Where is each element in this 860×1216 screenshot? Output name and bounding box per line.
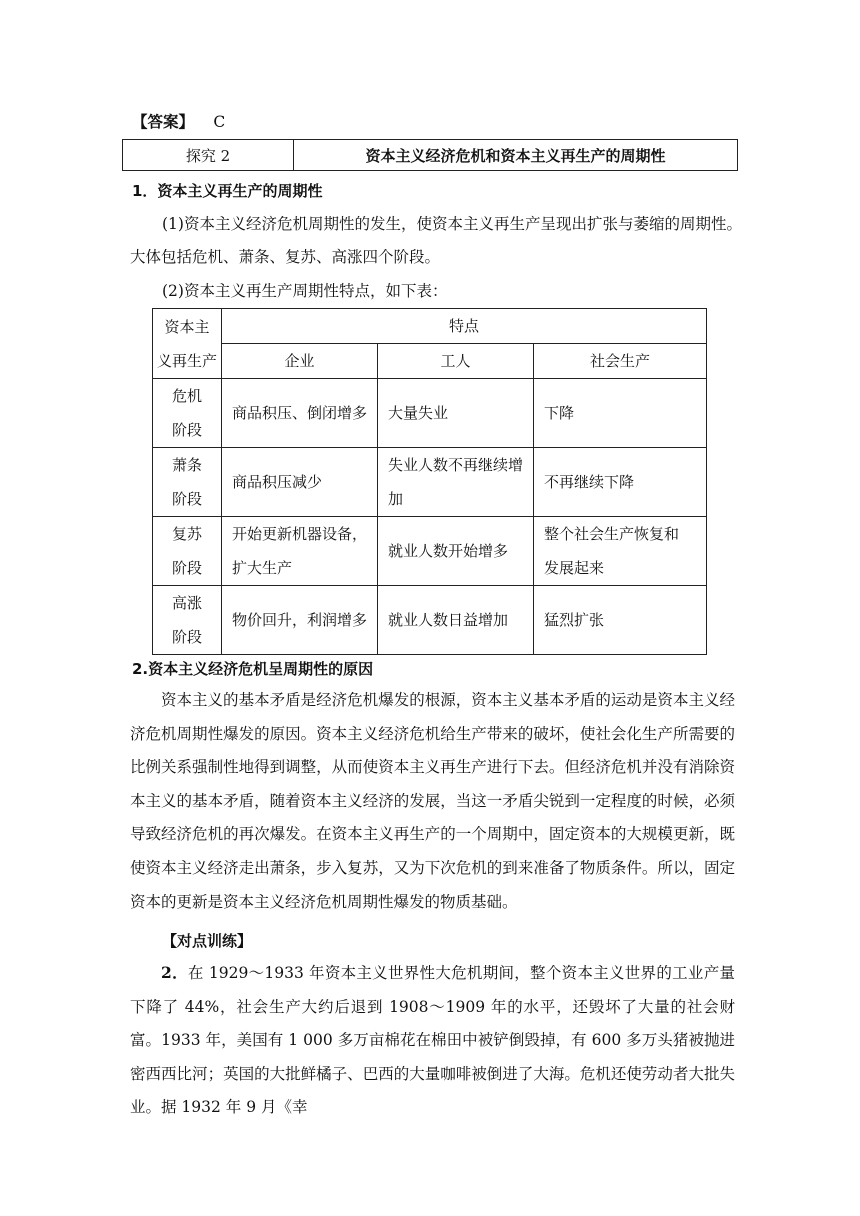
stage-cell bbox=[153, 379, 222, 448]
col-header-production: 社会生产 bbox=[534, 344, 707, 379]
explore-title: 资本主义经济危机和资本主义再生产的周期性 bbox=[365, 146, 666, 165]
stage-suffix: 阶段 bbox=[171, 628, 202, 646]
stage-name: 复苏 bbox=[171, 525, 202, 543]
table-row bbox=[153, 586, 707, 655]
production-cell: 下降 bbox=[534, 379, 707, 448]
workers-cell: 就业人数日益增加 bbox=[378, 586, 534, 655]
stage-cell bbox=[153, 586, 222, 655]
table-row bbox=[153, 448, 707, 517]
question-number: 2． bbox=[161, 963, 188, 982]
stage-suffix: 阶段 bbox=[171, 421, 202, 439]
stage-cell bbox=[153, 448, 222, 517]
stage-name: 高涨 bbox=[171, 594, 202, 612]
enterprise-cell: 商品积压减少 bbox=[222, 448, 378, 517]
table-row bbox=[153, 517, 707, 586]
characteristics-table bbox=[152, 308, 707, 655]
corner-line1: 资本主 bbox=[164, 317, 210, 336]
stage-suffix: 阶段 bbox=[171, 559, 202, 577]
table-corner-cell bbox=[153, 309, 222, 379]
section1-p2: (2)资本主义再生产周期性特点，如下表： bbox=[162, 282, 448, 300]
section2-heading: 2.资本主义经济危机呈周期性的原因 bbox=[132, 660, 374, 678]
workers-cell: 失业人数不再继续增 加 bbox=[378, 448, 534, 517]
stage-name: 萧条 bbox=[171, 456, 202, 474]
answer-value: C bbox=[213, 113, 226, 131]
answer-label: 【答案】 bbox=[132, 112, 195, 131]
answer-line bbox=[132, 111, 225, 133]
production-cell: 整个社会生产恢复和 发展起来 bbox=[534, 517, 707, 586]
question-text: 在 1929～1933 年资本主义世界性大危机期间，整个资本主义世界的工业产量下降了 44%，社会生产大约后退到 1908～1909 年的水平，还毁坏了大量的社会财富。1933 年，美国有 1 000 多万亩棉花在棉田中被铲倒毁掉，有 600 多万头猪被抛进密西西比河；英国的大批鲜橘子、巴西的大量咖啡被倒进了大海。危机还使劳动者大批失业。据 1932 年 9 月《幸 bbox=[130, 964, 735, 1117]
corner-line2: 义再生产 bbox=[156, 351, 217, 370]
explore-number: 探究 2 bbox=[123, 140, 294, 170]
col-header-workers: 工人 bbox=[378, 344, 534, 379]
training-heading: 【对点训练】 bbox=[162, 932, 253, 950]
section1-heading: 1．资本主义再生产的周期性 bbox=[132, 182, 323, 200]
section1-p1-line2: 大体包括危机、萧条、复苏、高涨四个阶段。 bbox=[130, 248, 441, 266]
col-header-enterprise: 企业 bbox=[222, 344, 378, 379]
stage-suffix: 阶段 bbox=[171, 490, 202, 508]
workers-cell: 就业人数开始增多 bbox=[378, 517, 534, 586]
training-question bbox=[130, 956, 735, 1125]
section2-body: 资本主义的基本矛盾是经济危机爆发的根源，资本主义基本矛盾的运动是资本主义经济危机周期性爆发的原因。资本主义经济危机给生产带来的破坏，使社会化生产所需要的比例关系强制性地得到调整，从而使资本主义再生产进行下去。但经济危机并没有消除资本主义的基本矛盾，随着资本主义经济的发展，当这一矛盾尖锐到一定程度的时候，必须导致经济危机的再次爆发。在资本主义再生产的一个周期中，固定资本的大规模更新，既使资本主义经济走出萧条，步入复苏，又为下次危机的到来准备了物质条件。所以，固定资本的更新是资本主义经济危机周期性爆发的物质基础。 bbox=[130, 691, 735, 911]
production-cell: 猛烈扩张 bbox=[534, 586, 707, 655]
table-row bbox=[153, 379, 707, 448]
enterprise-cell: 商品积压、倒闭增多 bbox=[222, 379, 378, 448]
table-group-header: 特点 bbox=[222, 309, 707, 344]
enterprise-cell: 开始更新机器设备， 扩大生产 bbox=[222, 517, 378, 586]
workers-cell: 大量失业 bbox=[378, 379, 534, 448]
section1-p1-line1: (1)资本主义经济危机周期性的发生，使资本主义再生产呈现出扩张与萎缩的周期性。 bbox=[162, 215, 742, 233]
production-cell: 不再继续下降 bbox=[534, 448, 707, 517]
stage-cell bbox=[153, 517, 222, 586]
enterprise-cell: 物价回升，利润增多 bbox=[222, 586, 378, 655]
stage-name: 危机 bbox=[171, 387, 202, 405]
explore-header-table bbox=[122, 139, 738, 171]
